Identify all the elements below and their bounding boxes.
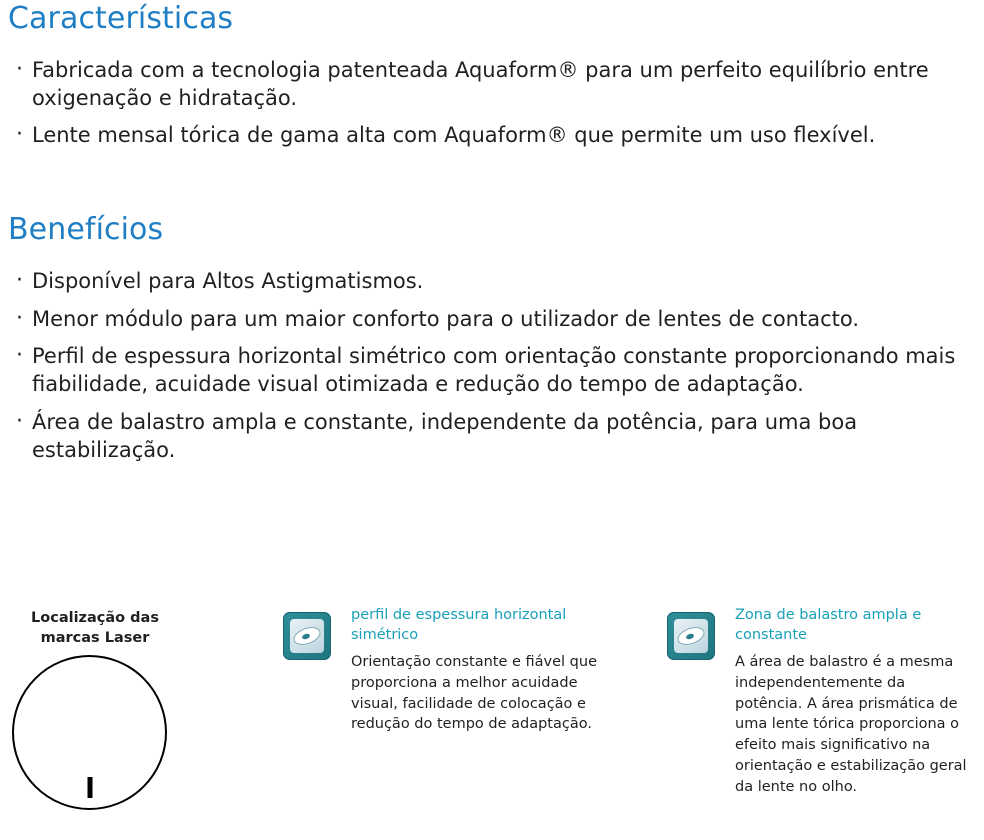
feature-heading: perfil de espessura horizontal simétrico [351, 607, 567, 643]
feature-body: Orientação constante e fiável que proporciona a melhor acuidade visual, facilidade de colocação e redução do tempo de adaptação. [351, 654, 597, 733]
lens-diagram-circle [12, 655, 167, 810]
laser-marks-caption [10, 609, 180, 648]
list-item: · Fabricada com a tecnologia patenteada Aquaform® para um perfeito equilíbrio entre oxigenação e hidratação. [8, 57, 974, 112]
list-item: · Lente mensal tórica de gama alta com Aquaform® que permite um uso flexível. [8, 122, 974, 150]
feature-list-caracteristicas [8, 57, 974, 160]
feature-body: A área de balastro é a mesma independentemente da potência. A área prismática de uma lente tórica proporciona o efeito mais significativo na orientação e estabilização geral da lente no olho. [735, 654, 967, 795]
list-item: · Menor módulo para um maior conforto para o utilizador de lentes de contacto. [8, 306, 974, 334]
feature-list-beneficios [8, 268, 974, 474]
feature-heading: Zona de balastro ampla e constante [735, 607, 922, 643]
bottom-illustration-panel [0, 600, 984, 840]
feature-horizontal-thickness-profile [283, 606, 613, 735]
contact-lens-icon [283, 612, 331, 660]
feature-ballast-zone [667, 606, 977, 797]
list-item: · Perfil de espessura horizontal simétrico com orientação constante proporcionando mais fiabilidade, acuidade visual otimizada e redução do tempo de adaptação. [8, 343, 974, 398]
section-title-caracteristicas: Características [8, 1, 234, 36]
feature-text-block [735, 606, 977, 797]
list-item: · Disponível para Altos Astigmatismos. [8, 268, 974, 296]
contact-lens-icon [667, 612, 715, 660]
section-title-beneficios: Benefícios [8, 212, 164, 247]
feature-text-block [351, 606, 613, 735]
laser-title-line2: marcas Laser [40, 629, 150, 646]
lens-glyph-icon [674, 619, 708, 653]
list-item: · Área de balastro ampla e constante, independente da potência, para uma boa estabilização. [8, 409, 974, 464]
laser-title-line1: Localização das [31, 610, 159, 626]
laser-mark-icon [87, 777, 92, 798]
lens-glyph-icon [290, 619, 324, 653]
